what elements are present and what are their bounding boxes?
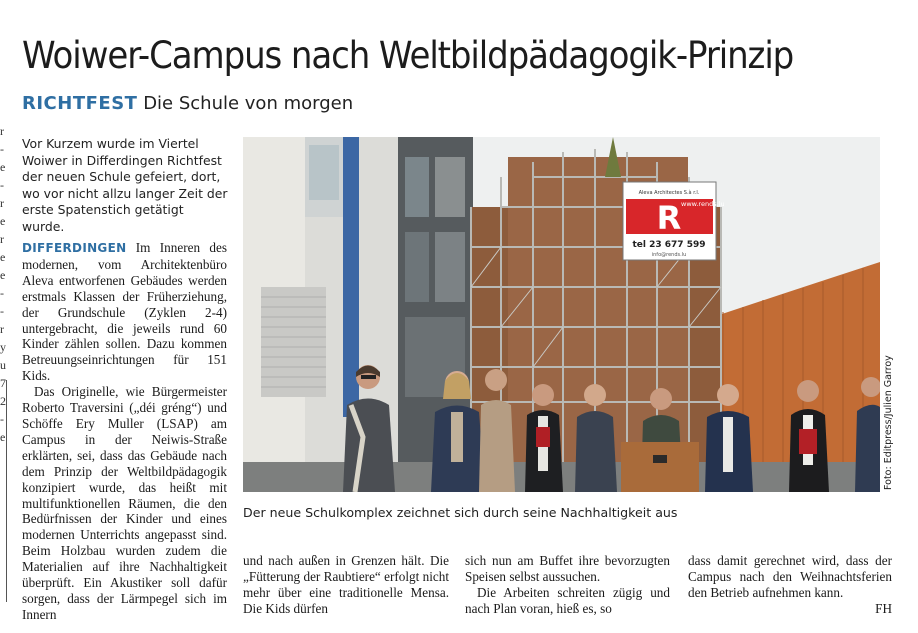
edge-letter: - [0, 412, 4, 426]
article-photo [243, 137, 880, 492]
body-paragraph [22, 240, 227, 384]
lectern [621, 442, 699, 492]
body-column-3 [465, 553, 670, 617]
body-column-2 [243, 553, 449, 617]
edge-letter: u [0, 358, 6, 372]
edge-letter: - [0, 142, 4, 156]
edge-letter: e [0, 160, 6, 174]
edge-letter: y [0, 340, 6, 354]
edge-letter: 2 [0, 394, 6, 408]
kicker-tag: RICHTFEST [22, 93, 138, 114]
body-paragraph: Das Originelle, wie Bürgermeister Roberto Traversini („déi gréng“) und Schöffe Ery Muller (LSAP) am Campus in der Neiwis-Straße erklärten, sei, dass das Gebäude nach dem Prinzip der Weltbildpädagogik konzipiert wurde, das heißt mit multifunktionellen Räumen, die den Bedürfnissen der Kinder und eines modernen Unterrichts angepasst sind. Beim Holzbau wurden zudem die Materialien auf ihre Nachhaltigkeit überprüft. Ein Akustiker soll dafür sorgen, dass der Lärmpegel sich im Innern [22, 384, 227, 622]
banner-logo-letter: R [656, 199, 682, 237]
body-paragraph: Die Arbeiten schreiten zügig und nach Plan voran, hieß es, so [465, 584, 670, 616]
photo-caption: Der neue Schulkomplex zeichnet sich durch seine Nachhaltigkeit aus [243, 505, 678, 520]
body-paragraph: sich nun am Buffet ihre bevorzugten Speisen selbst aussuchen. [465, 553, 670, 584]
banner-company: Aleva Architectes S.à r.l. [638, 190, 700, 196]
column-rule [6, 380, 7, 602]
edge-letter: e [0, 214, 6, 228]
edge-letter: r [0, 232, 4, 246]
edge-letter: r [0, 196, 4, 210]
body-column-4 [688, 553, 892, 617]
edge-letter: r [0, 322, 4, 336]
edge-letter: e [0, 268, 6, 282]
body-paragraph: dass damit gerechnet wird, dass der Campus nach den Weihnachtsferien den Betrieb aufnehmen kann. [688, 553, 892, 600]
author-signature: FH [875, 600, 892, 616]
body-text: Im Inneren des modernen, vom Architektenbüro Aleva entworfenen Gebäudes werden erstmals Klassen der Früherziehung, der Grundschule (Zyklen 2-4) untergebracht, die jeweils rund 60 Kinder zählen sollen. Dazu kommen Betreuungseinrichtungen für 151 Kids. [22, 240, 227, 384]
body-column-1 [22, 240, 227, 623]
edge-letter: - [0, 178, 4, 192]
dateline: DIFFERDINGEN [22, 241, 127, 255]
edge-letter: - [0, 304, 4, 318]
edge-letter: 7 [0, 376, 6, 390]
edge-letter: r [0, 124, 4, 138]
article-headline: Woiwer-Campus nach Weltbildpädagogik-Prinzip [22, 34, 794, 77]
edge-letter: e [0, 250, 6, 264]
kicker-subtitle: Die Schule von morgen [143, 93, 354, 114]
banner-phone: tel 23 677 599 [632, 240, 706, 250]
article-kicker [22, 93, 353, 114]
edge-letter: e [0, 430, 6, 444]
edge-letter: - [0, 286, 4, 300]
photo-credit: Foto: Editpress/Julien Garroy [883, 355, 894, 490]
banner-url: www.rends.lu [681, 200, 725, 208]
banner-email: info@rends.lu [651, 252, 687, 258]
body-paragraph: und nach außen in Grenzen hält. Die „Fütterung der Raubtiere“ erfolgt nicht mehr über eine traditionelle Mensa. Die Kids dürfen [243, 553, 449, 616]
article-lead: Vor Kurzem wurde im Viertel Woiwer in Differdingen Richtfest der neuen Schule gefeiert, dort, wo vor nicht allzu langer Zeit der erste Spatenstich getätigt wurde. [22, 136, 228, 234]
